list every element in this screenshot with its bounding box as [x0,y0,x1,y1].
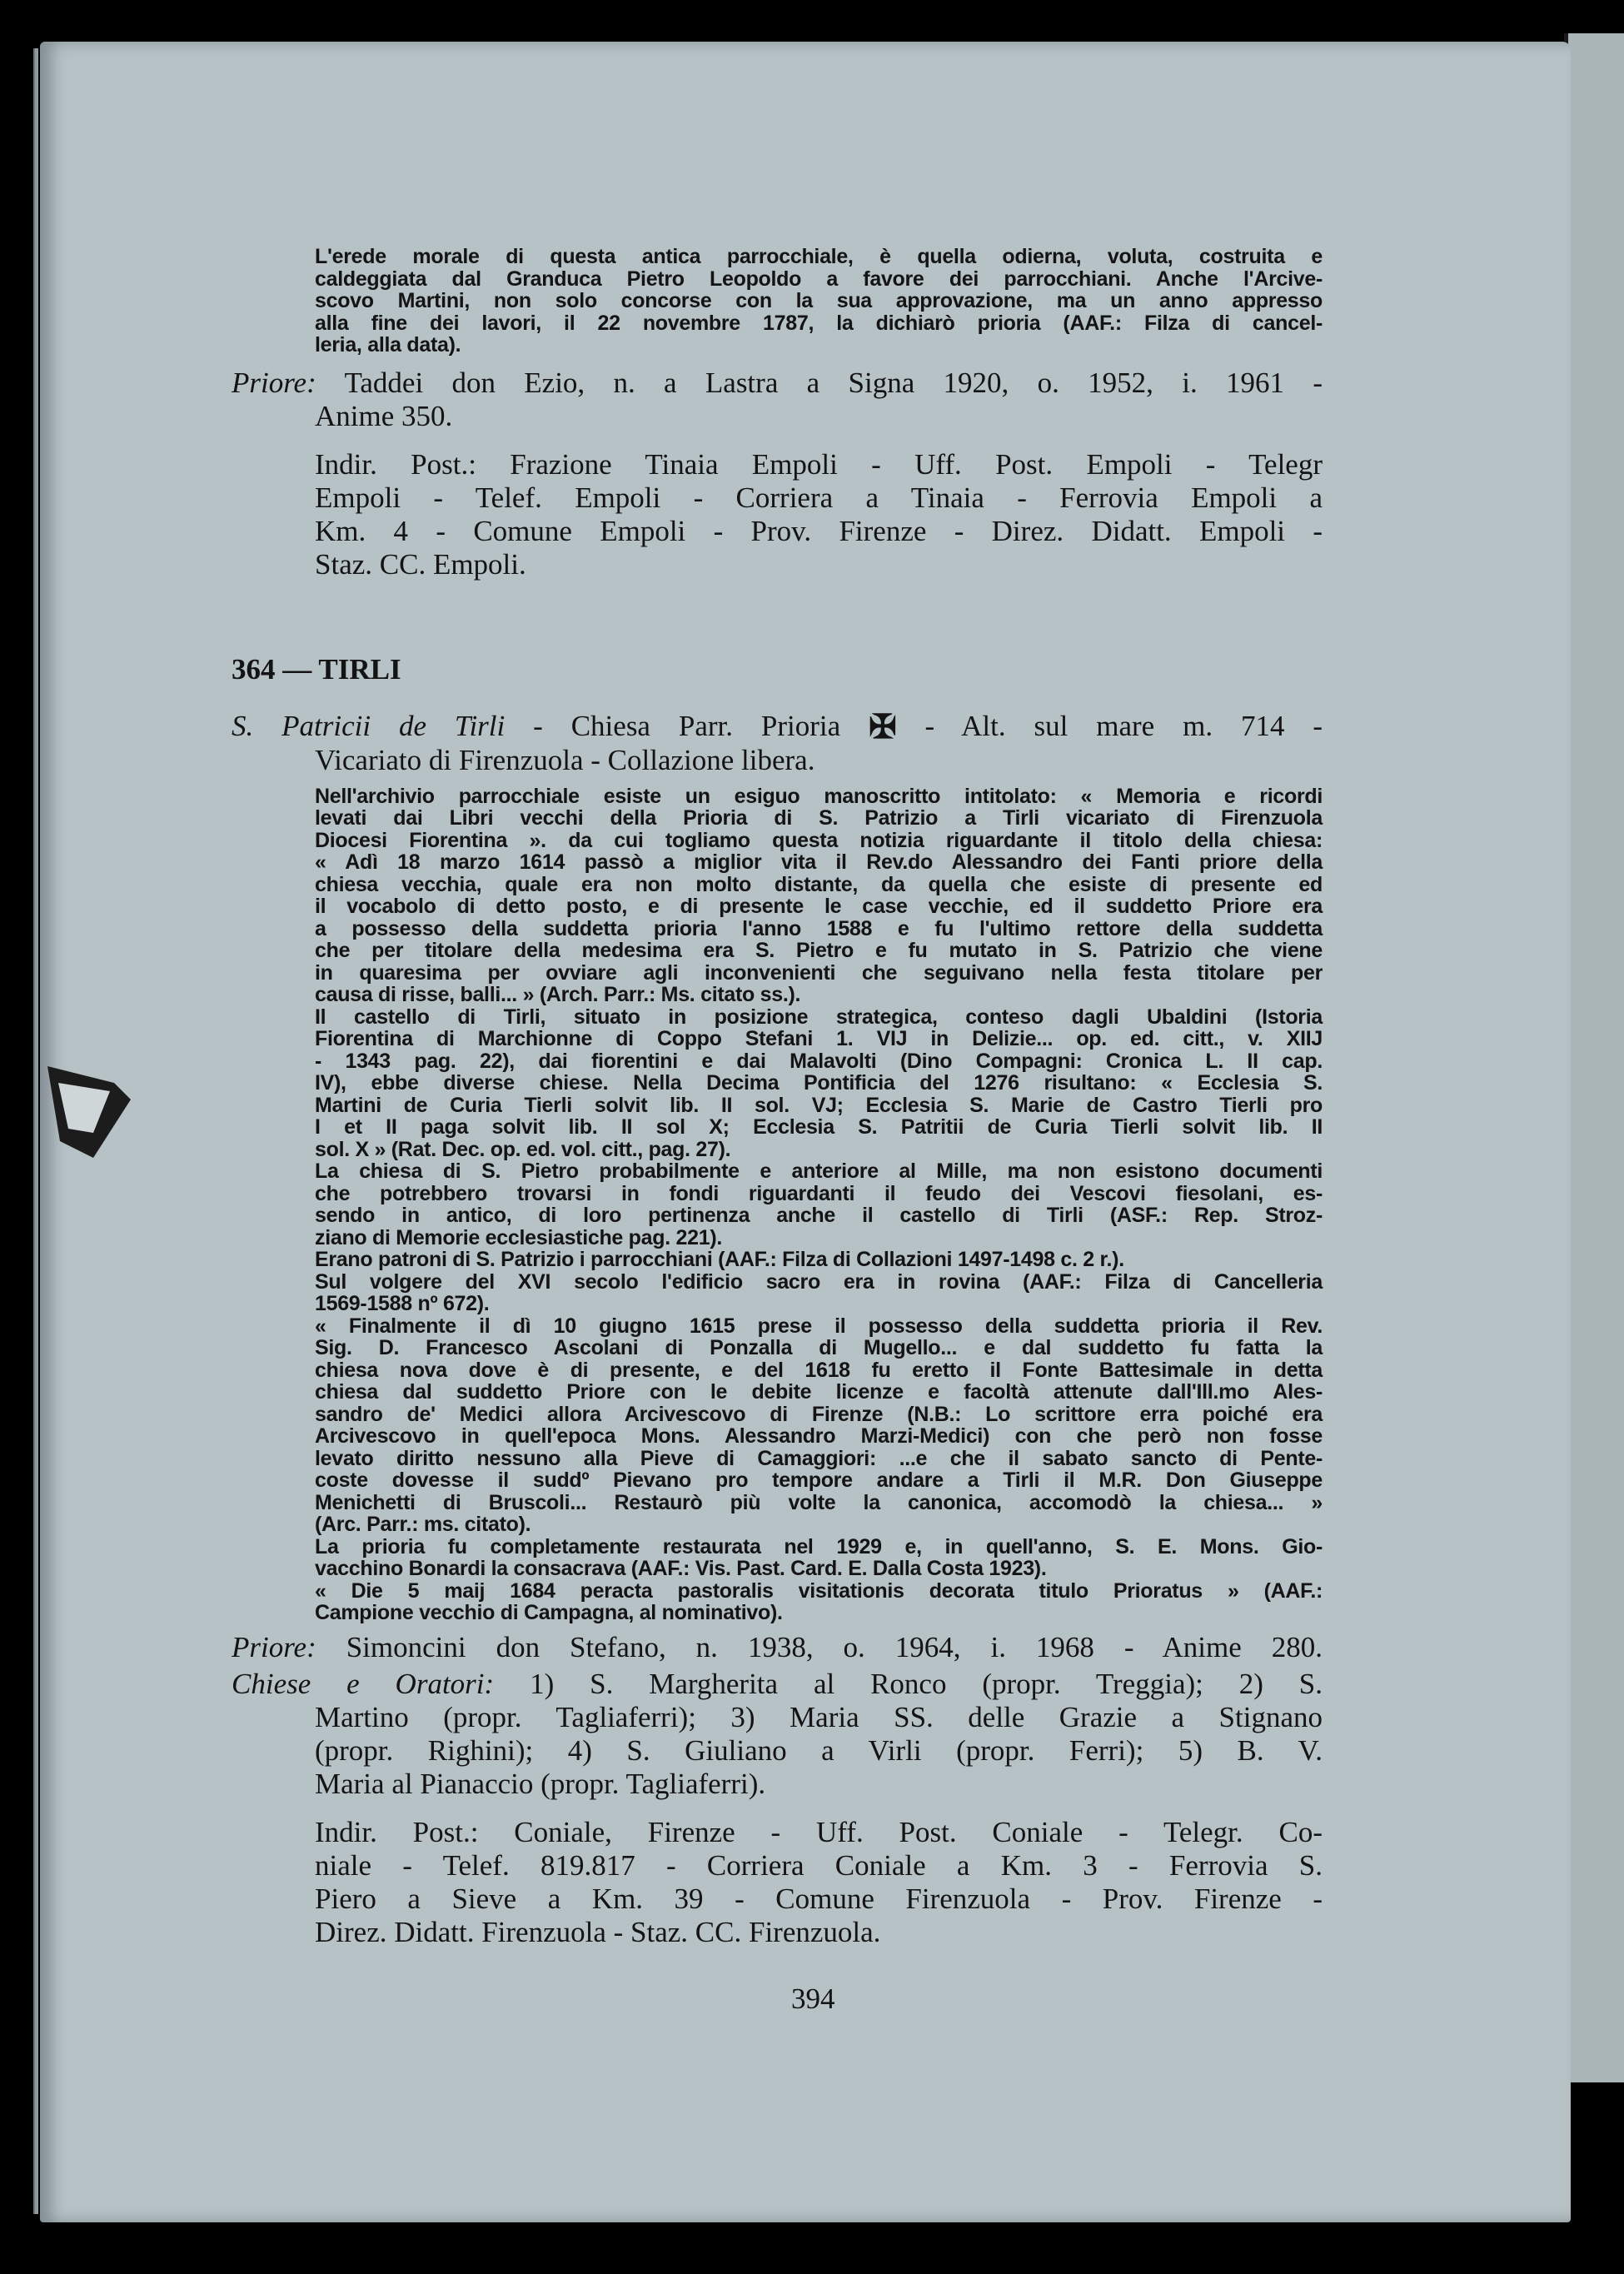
note-line: IV), ebbe diverse chiese. Nella Decima Pontificia del 1276 risultano: « Ecclesia S. [315,1071,1323,1095]
church-entry [232,707,1323,777]
church-desc: - Chiesa Parr. Prioria [533,709,841,742]
address-line: niale - Telef. 819.817 - Corriera Coniale a Km. 3 - Ferrovia S. [315,1848,1323,1882]
note-line: Sig. D. Francesco Ascolani di Ponzalla di Mugello... e dal suddetto fu fatta la [315,1336,1323,1359]
note-line: Il castello di Tirli, situato in posizione strategica, conteso dagli Ubaldini (Istoria [315,1005,1323,1029]
note-line: 1569-1588 nº 672). [315,1292,490,1315]
note-line: alla fine dei lavori, il 22 novembre 1787, la dichiarò prioria (AAF.: Filza di cancel- [315,311,1323,335]
note-line: vacchino Bonardi la consacrava (AAF.: Vis. Past. Card. E. Dalla Costa 1923). [315,1557,1047,1580]
prior-text: Taddei don Ezio, n. a Lastra a Signa 1920, o. 1952, i. 1961 - [344,366,1323,399]
note-line: chiesa dal suddetto Priore con le debite licenze e facoltà attenute dall'Ill.mo Ales- [315,1380,1323,1404]
note-line: il vocabolo di detto posto, e di presente le case vecchie, ed il suddetto Priore era [315,895,1323,918]
note-line: La chiesa di S. Pietro probabilmente e anteriore al Mille, ma non esistono documenti [315,1159,1323,1183]
note-line: - 1343 pag. 22), dai fiorentini e dai Malavolti (Dino Compagni: Cronica L. II cap. [315,1049,1323,1073]
page-content [232,245,1323,1949]
note-line: Sul volgere del XVI secolo l'edificio sacro era in rovina (AAF.: Filza di Cancelleria [315,1269,1323,1294]
note-line: Campione vecchio di Campagna, al nominativo). [315,1601,783,1624]
note-line: a possesso della suddetta prioria l'anno 1588 e fu l'ultimo rettore della suddetta [315,916,1323,940]
note-line: ziano di Memorie ecclesiastiche pag. 221). [315,1225,722,1249]
prior-text: Simoncini don Stefano, n. 1938, o. 1964, i. 1968 - Anime 280. [346,1630,1323,1663]
chapels-text: Martino (propr. Tagliaferri); 3) Maria SS. delle Grazie a Stignano [315,1700,1323,1733]
address-block-2 [315,1816,1323,1949]
prior-text: Anime 350. [315,399,453,432]
note-line: che per titolare della medesima era S. Pietro e fu mutato in S. Patrizio che viene [315,939,1323,962]
note-line: causa di risse, balli... » (Arch. Parr.: Ms. citato ss.). [315,983,801,1006]
note-line: che potrebbero trovarsi in fondi riguardanti il feudo dei Vescovi fiesolani, es- [315,1181,1323,1205]
address-block-1 [315,448,1323,581]
address-line: Direz. Didatt. Firenzuola - Staz. CC. Firenzuola. [315,1915,881,1948]
note-line: Diocesi Fiorentina ». da cui togliamo questa notizia riguardante il titolo della chiesa: [315,828,1323,852]
facing-page-edge [1564,33,1624,2082]
note-line: levati dai Libri vecchi della Prioria di S. Patrizio a Tirli vicariato di Firenzuola [315,806,1323,830]
note-line: « Adì 18 marzo 1614 passò a miglior vita il Rev.do Alessandro dei Fanti priore della [315,850,1323,874]
note-line: La prioria fu completamente restaurata nel 1929 e, in quell'anno, S. E. Mons. Gio- [315,1534,1323,1558]
address-line: Km. 4 - Comune Empoli - Prov. Firenze - Direz. Didatt. Empoli - [315,514,1323,547]
page-number: 394 [791,1982,835,2015]
chapels-entry [232,1668,1323,1801]
chapels-text: Maria al Pianaccio (propr. Tagliaferri). [315,1767,766,1800]
intro-note [315,246,1323,357]
note-line: coste dovesse il suddº Pievano pro tempore andare a Tirli il M.R. Don Giuseppe [315,1469,1323,1492]
note-line: levato diritto nessuno alla Pieve di Camaggiori: ...e che il sabato sancto di Pente- [315,1446,1323,1470]
page-stack-edge [33,48,38,2214]
note-line: scovo Martini, non solo concorse con la sua approvazione, ma un anno appresso [315,289,1323,312]
note-line: Menichetti di Bruscoli... Restaurò più volte la canonica, accomodò la chiesa... » [315,1490,1323,1514]
note-line: Arcivescovo in quell'epoca Mons. Alessandro Marzi-Medici) con che però non fosse [315,1424,1323,1448]
chapels-text: (propr. Righini); 4) S. Giuliano a Virli (propr. Ferri); 5) B. V. [315,1733,1323,1767]
cross-icon: ✠ [869,707,897,746]
history-note [315,785,1323,1624]
note-line: (Arc. Parr.: ms. citato). [315,1513,531,1536]
note-line: sol. X » (Rat. Dec. op. ed. vol. citt., pag. 27). [315,1137,731,1161]
note-line: chiesa vecchia, quale era non molto distante, da quella che esiste di presente ed [315,872,1323,896]
church-desc: Vicariato di Firenzuola - Collazione libera. [315,743,815,776]
page-tab-marker [43,1050,135,1174]
note-line: sandro de' Medici allora Arcivescovo di Firenze (N.B.: Lo scrittore erra poiché era [315,1402,1323,1426]
church-name: S. Patricii de Tirli [232,709,506,742]
prior-label: Priore: [232,1630,316,1663]
note-line: Fiorentina di Marchionne di Coppo Stefani 1. VIJ in Delizie... op. ed. citt., v. XIIJ [315,1027,1323,1050]
note-line: chiesa nova dove è di presente, e del 1618 fu eretto il Fonte Battesimale in detta [315,1358,1323,1382]
prior-label: Priore: [232,366,316,399]
note-line: Nell'archivio parrocchiale esiste un esiguo manoscritto intitolato: « Memoria e ricordi [315,784,1323,808]
address-line: Indir. Post.: Frazione Tinaia Empoli - Uff. Post. Empoli - Telegr [315,447,1323,481]
prior-entry-1 [232,367,1323,433]
chapels-label: Chiese e Oratori: [232,1667,495,1700]
prior-entry-2 [232,1631,1323,1664]
note-line: sendo in antico, di loro pertinenza anche il castello di Tirli (ASF.: Rep. Stroz- [315,1204,1323,1227]
section-heading: 364 — TIRLI [232,652,401,686]
note-line: Erano patroni di S. Patrizio i parrocchiani (AAF.: Filza di Collazioni 1497-1498 c. 2 r.). [315,1248,1124,1271]
note-line: in quaresima per ovviare agli inconvenienti che seguivano nella festa titolare per [315,960,1323,985]
address-line: Piero a Sieve a Km. 39 - Comune Firenzuola - Prov. Firenze - [315,1882,1323,1915]
address-line: Indir. Post.: Coniale, Firenze - Uff. Post. Coniale - Telegr. Co- [315,1815,1323,1848]
note-line: Martini de Curia Tierli solvit lib. II sol. VJ; Ecclesia S. Marie de Castro Tierli pro [315,1093,1323,1117]
address-line: Staz. CC. Empoli. [315,547,526,581]
note-line: I et II paga solvit lib. II sol X; Ecclesia S. Patritii de Curia Tierli solvit lib. II [315,1115,1323,1139]
chapels-text: 1) S. Margherita al Ronco (propr. Treggia); 2) S. [530,1667,1323,1700]
note-line: L'erede morale di questa antica parrocchiale, è quella odierna, voluta, costruita e [315,245,1323,268]
church-desc: - Alt. sul mare m. 714 - [924,709,1323,742]
note-line: « Die 5 maij 1684 peracta pastoralis visitationis decorata titulo Prioratus » (AAF.: [315,1578,1323,1603]
note-line: leria, alla data). [315,333,461,357]
note-line: « Finalmente il dì 10 giugno 1615 prese il possesso della suddetta prioria il Rev. [315,1314,1323,1338]
note-line: caldeggiata dal Granduca Pietro Leopoldo a favore dei parrocchiani. Anche l'Arcive- [315,267,1323,291]
address-line: Empoli - Telef. Empoli - Corriera a Tinaia - Ferrovia Empoli a [315,481,1323,514]
